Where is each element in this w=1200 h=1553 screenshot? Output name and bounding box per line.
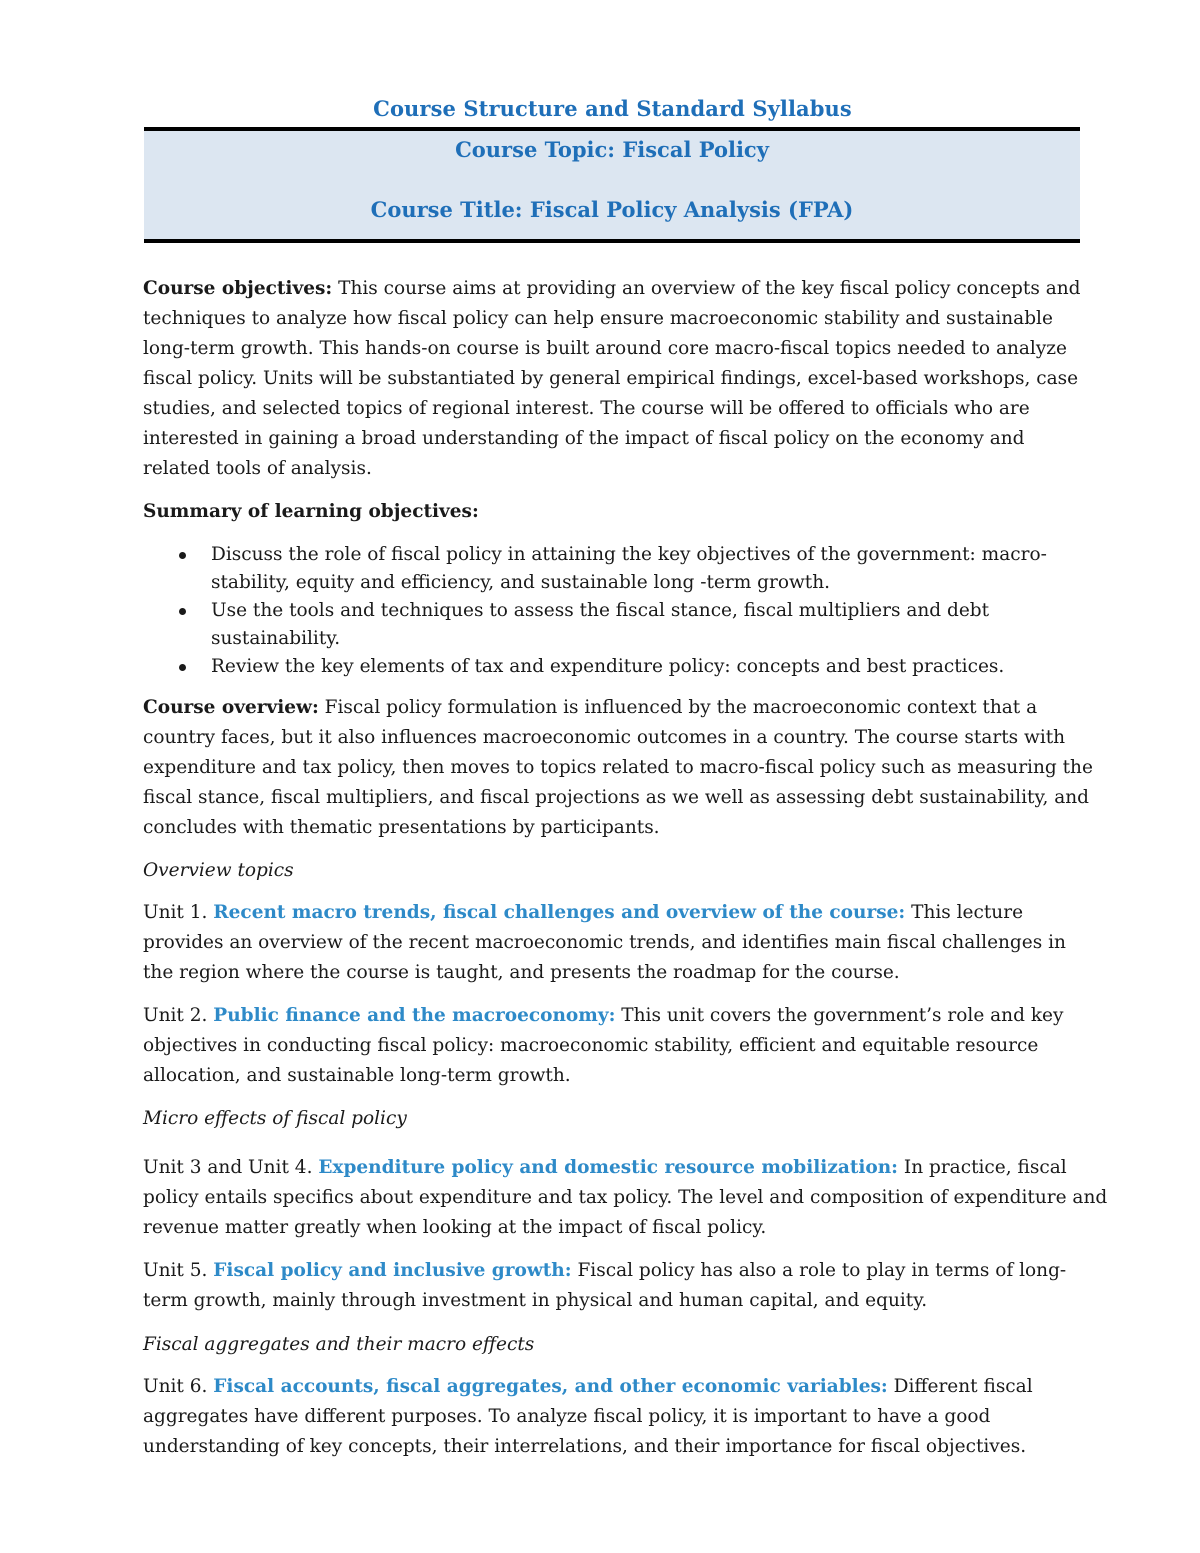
unit-text: This unit covers the government’s role and key objectives in conducting fiscal policy: macroeconomic stability, efficient and equitable resource allocation, and sustainable long-term growth. — [143, 1005, 1064, 1086]
section-heading-fiscal-aggregates: Fiscal aggregates and their macro effects — [143, 1334, 535, 1355]
unit-prefix: Unit 5. — [143, 1260, 214, 1281]
overview-topics-heading-block — [143, 856, 1103, 886]
bullet-icon — [179, 552, 186, 559]
bullet-icon — [179, 608, 186, 615]
course-objectives-text: This course aims at providing an overview of the key fiscal policy concepts and techniques to analyze how fiscal policy can help ensure macroeconomic stability and sustainable long-term growth. This hands-on course is built around core macro-fiscal topics needed to analyze fiscal policy. Units will be substantiated by general empirical findings, excel-based workshops, case studies, and selected topics of regional interest. The course will be offered to officials who are interested in gaining a broad understanding of the impact of fiscal policy on the economy and related tools of analysis. — [143, 278, 1081, 479]
course-overview-text: Fiscal policy formulation is influenced by the macroeconomic context that a country faces, but it also influences macroeconomic outcomes in a country. The course starts with expenditure and tax policy, then moves to topics related to macro-fiscal policy such as measuring the fiscal stance, fiscal multipliers, and fiscal projections as we well as assessing debt sustainability, and concludes with thematic presentations by participants. — [143, 697, 1093, 838]
course-overview-paragraph — [143, 693, 1093, 843]
list-item-text: Discuss the role of fiscal policy in attaining the key objectives of the government: macro-stability, equity and efficiency, and sustainable long -term growth. — [211, 544, 1047, 593]
list-item — [143, 653, 1068, 681]
fiscal-aggregates-heading-block — [143, 1330, 1103, 1360]
list-item — [143, 541, 1068, 597]
learning-objectives-list-block — [143, 541, 1068, 681]
list-item-text: Review the key elements of tax and expenditure policy: concepts and best practices. — [211, 656, 1005, 677]
section-heading-micro-effects: Micro effects of fiscal policy — [143, 1108, 407, 1129]
section-heading-overview-topics: Overview topics — [143, 860, 294, 881]
bullet-icon — [179, 664, 186, 671]
unit-title: Public finance and the macroeconomy: — [213, 1005, 616, 1026]
course-title: Course Title: Fiscal Policy Analysis (FPA) — [370, 197, 854, 222]
course-objectives-paragraph — [143, 274, 1088, 484]
course-topic: Course Topic: Fiscal Policy — [455, 137, 769, 162]
list-item-text: Use the tools and techniques to assess the fiscal stance, fiscal multipliers and debt sustainability. — [211, 600, 990, 649]
unit-2-paragraph — [143, 1001, 1083, 1091]
unit-prefix: Unit 1. — [143, 902, 214, 923]
unit-text: Fiscal policy has also a role to play in terms of long-term growth, mainly through investment in physical and human capital, and equity. — [143, 1260, 1067, 1311]
unit-text: In practice, fiscal policy entails specifics about expenditure and tax policy. The level and composition of expenditure and revenue matter greatly when looking at the impact of fiscal policy. — [143, 1157, 1108, 1238]
unit-title: Expenditure policy and domestic resource mobilization: — [318, 1157, 899, 1178]
course-banner — [144, 127, 1080, 243]
unit-prefix: Unit 2. — [143, 1005, 214, 1026]
micro-effects-heading-block — [143, 1104, 1103, 1134]
learning-objectives-heading: Summary of learning objectives: — [143, 501, 479, 522]
unit-prefix: Unit 3 and Unit 4. — [143, 1157, 319, 1178]
unit-text: This lecture provides an overview of the recent macroeconomic trends, and identifies main fiscal challenges in the region where the course is taught, and presents the roadmap for the course. — [143, 902, 1066, 983]
unit-title: Fiscal accounts, fiscal aggregates, and other economic variables: — [213, 1376, 888, 1397]
document-title: Course Structure and Standard Syllabus — [373, 96, 852, 121]
unit-text: Different fiscal aggregates have different purposes. To analyze fiscal policy, it is important to have a good understanding of key concepts, their interrelations, and their importance for fiscal objectives. — [143, 1376, 1033, 1457]
unit-title: Recent macro trends, fiscal challenges and overview of the course: — [213, 902, 906, 923]
list-item — [143, 597, 1068, 653]
unit-title: Fiscal policy and inclusive growth: — [213, 1260, 572, 1281]
learning-objectives-list — [143, 541, 1068, 681]
unit-3-4-paragraph — [143, 1153, 1128, 1243]
unit-prefix: Unit 6. — [143, 1376, 214, 1397]
course-overview-label: Course overview: — [143, 697, 319, 718]
unit-6-paragraph — [143, 1372, 1043, 1462]
course-objectives-label: Course objectives: — [143, 278, 333, 299]
unit-5-paragraph — [143, 1256, 1073, 1316]
learning-objectives-heading-block — [143, 497, 1103, 527]
unit-1-paragraph — [143, 898, 1088, 988]
